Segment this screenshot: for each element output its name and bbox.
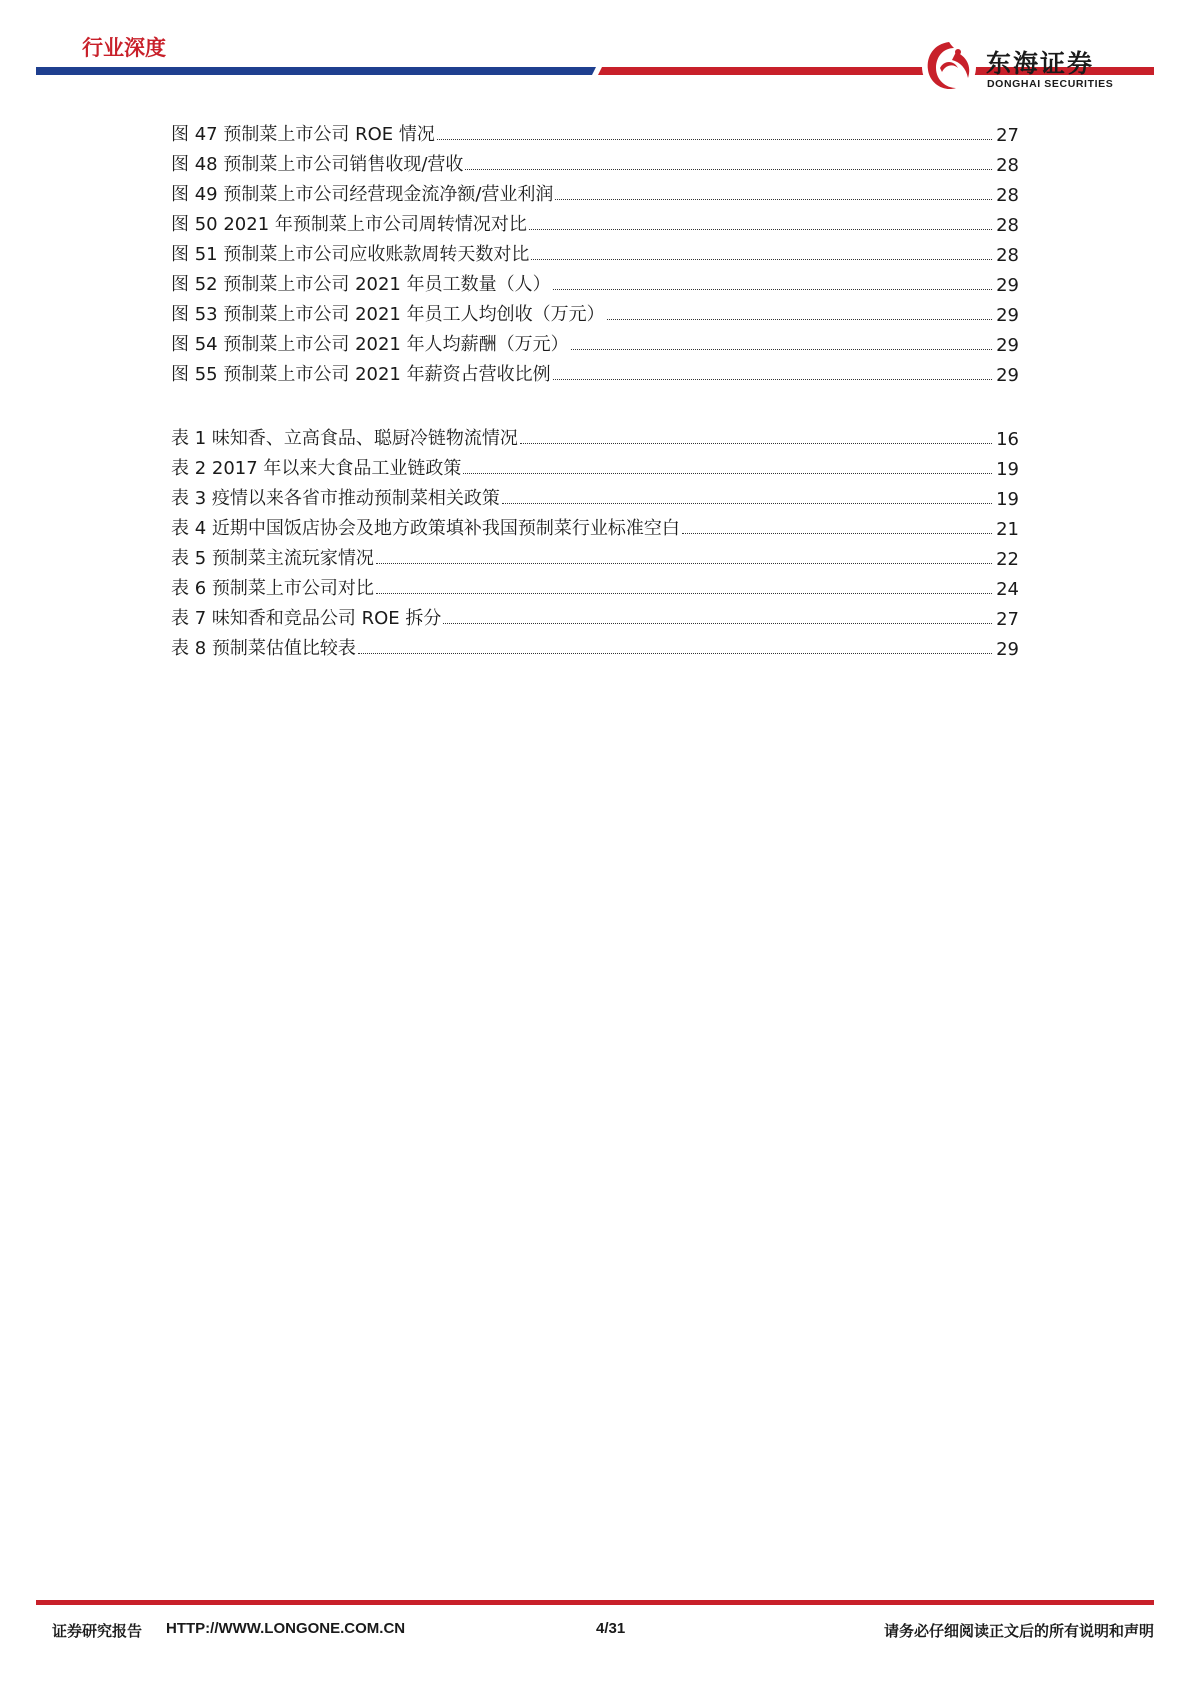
toc-entry-label: 表 7 味知香和竞品公司 ROE 拆分 — [171, 608, 442, 629]
toc-entry-label: 表 8 预制菜估值比较表 — [171, 638, 356, 659]
toc-entry[interactable] — [171, 630, 1019, 660]
toc-leader — [376, 562, 992, 564]
toc-entry-page: 29 — [996, 275, 1019, 296]
toc-entry-label: 表 4 近期中国饭店协会及地方政策填补我国预制菜行业标准空白 — [171, 518, 680, 539]
toc-entry-label: 图 54 预制菜上市公司 2021 年人均薪酬（万元） — [171, 334, 569, 355]
toc-entry[interactable] — [171, 540, 1019, 570]
toc-entry[interactable] — [171, 266, 1019, 296]
toc-entry-label: 表 1 味知香、立高食品、聪厨冷链物流情况 — [171, 428, 518, 449]
toc-entry[interactable] — [171, 480, 1019, 510]
brand-logo — [920, 38, 1120, 98]
toc-leader — [531, 258, 992, 260]
toc-leader — [465, 168, 992, 170]
toc-entry-label: 图 50 2021 年预制菜上市公司周转情况对比 — [171, 214, 527, 235]
toc-entry[interactable] — [171, 600, 1019, 630]
toc-leader — [607, 318, 992, 320]
toc-entry-page: 22 — [996, 549, 1019, 570]
donghai-logo-icon — [920, 38, 978, 96]
header-bar-blue — [36, 67, 596, 75]
toc-entry[interactable] — [171, 510, 1019, 540]
toc-leader — [358, 652, 992, 654]
toc-entry-page: 29 — [996, 305, 1019, 326]
toc-leader — [682, 532, 992, 534]
toc-entry-page: 28 — [996, 245, 1019, 266]
footer-disclaimer: 请务必仔细阅读正文后的所有说明和声明 — [883, 1622, 1154, 1640]
brand-name-cn: 东海证券 — [986, 49, 1095, 78]
toc-entry-page: 16 — [996, 429, 1019, 450]
toc-entry-label: 图 53 预制菜上市公司 2021 年员工人均创收（万元） — [171, 304, 605, 325]
toc-leader — [553, 288, 992, 290]
toc-leader — [437, 138, 992, 140]
toc-entry-label: 图 55 预制菜上市公司 2021 年薪资占营收比例 — [171, 364, 551, 385]
toc-leader — [553, 378, 992, 380]
toc-entry-page: 28 — [996, 155, 1019, 176]
figures-toc — [171, 116, 1019, 386]
toc-entry-label: 图 48 预制菜上市公司销售收现/营收 — [171, 154, 464, 175]
toc-entry[interactable] — [171, 450, 1019, 480]
toc-entry-page: 28 — [996, 185, 1019, 206]
toc-entry-label: 表 2 2017 年以来大食品工业链政策 — [171, 458, 462, 479]
toc-entry[interactable] — [171, 146, 1019, 176]
toc-entry-label: 图 51 预制菜上市公司应收账款周转天数对比 — [171, 244, 530, 265]
toc-entry-page: 27 — [996, 609, 1019, 630]
toc-entry-page: 24 — [996, 579, 1019, 600]
toc-leader — [555, 198, 992, 200]
footer-page-number: 4/31 — [596, 1620, 626, 1637]
toc-entry-label: 图 52 预制菜上市公司 2021 年员工数量（人） — [171, 274, 551, 295]
toc-entry[interactable] — [171, 296, 1019, 326]
tables-toc — [171, 420, 1019, 660]
toc-entry[interactable] — [171, 326, 1019, 356]
toc-entry[interactable] — [171, 570, 1019, 600]
toc-entry-page: 27 — [996, 125, 1019, 146]
toc-entry-page: 19 — [996, 489, 1019, 510]
toc-entry-label: 表 3 疫情以来各省市推动预制菜相关政策 — [171, 488, 500, 509]
toc-entry-page: 28 — [996, 215, 1019, 236]
toc-leader — [376, 592, 992, 594]
toc-entry[interactable] — [171, 116, 1019, 146]
toc-leader — [529, 228, 992, 230]
brand-name-en: DONGHAI SECURITIES — [987, 78, 1114, 90]
toc-entry[interactable] — [171, 236, 1019, 266]
toc-leader — [502, 502, 992, 504]
footer-divider — [36, 1600, 1154, 1605]
toc-leader — [571, 348, 992, 350]
toc-entry-page: 19 — [996, 459, 1019, 480]
footer-report-type: 证券研究报告 — [52, 1622, 143, 1640]
toc-entry-page: 29 — [996, 365, 1019, 386]
toc-entry-label: 表 6 预制菜上市公司对比 — [171, 578, 374, 599]
toc-leader — [443, 622, 992, 624]
toc-entry-label: 表 5 预制菜主流玩家情况 — [171, 548, 374, 569]
toc-entry[interactable] — [171, 356, 1019, 386]
toc-entry[interactable] — [171, 420, 1019, 450]
toc-leader — [463, 472, 992, 474]
toc-entry-page: 29 — [996, 335, 1019, 356]
toc-entry[interactable] — [171, 206, 1019, 236]
toc-entry-label: 图 47 预制菜上市公司 ROE 情况 — [171, 124, 435, 145]
toc-entry-page: 21 — [996, 519, 1019, 540]
footer-website-link[interactable]: HTTP://WWW.LONGONE.COM.CN — [166, 1620, 406, 1637]
toc-leader — [520, 442, 992, 444]
toc-entry-page: 29 — [996, 639, 1019, 660]
section-title: 行业深度 — [82, 36, 166, 60]
toc-entry-label: 图 49 预制菜上市公司经营现金流净额/营业利润 — [171, 184, 554, 205]
toc-entry[interactable] — [171, 176, 1019, 206]
